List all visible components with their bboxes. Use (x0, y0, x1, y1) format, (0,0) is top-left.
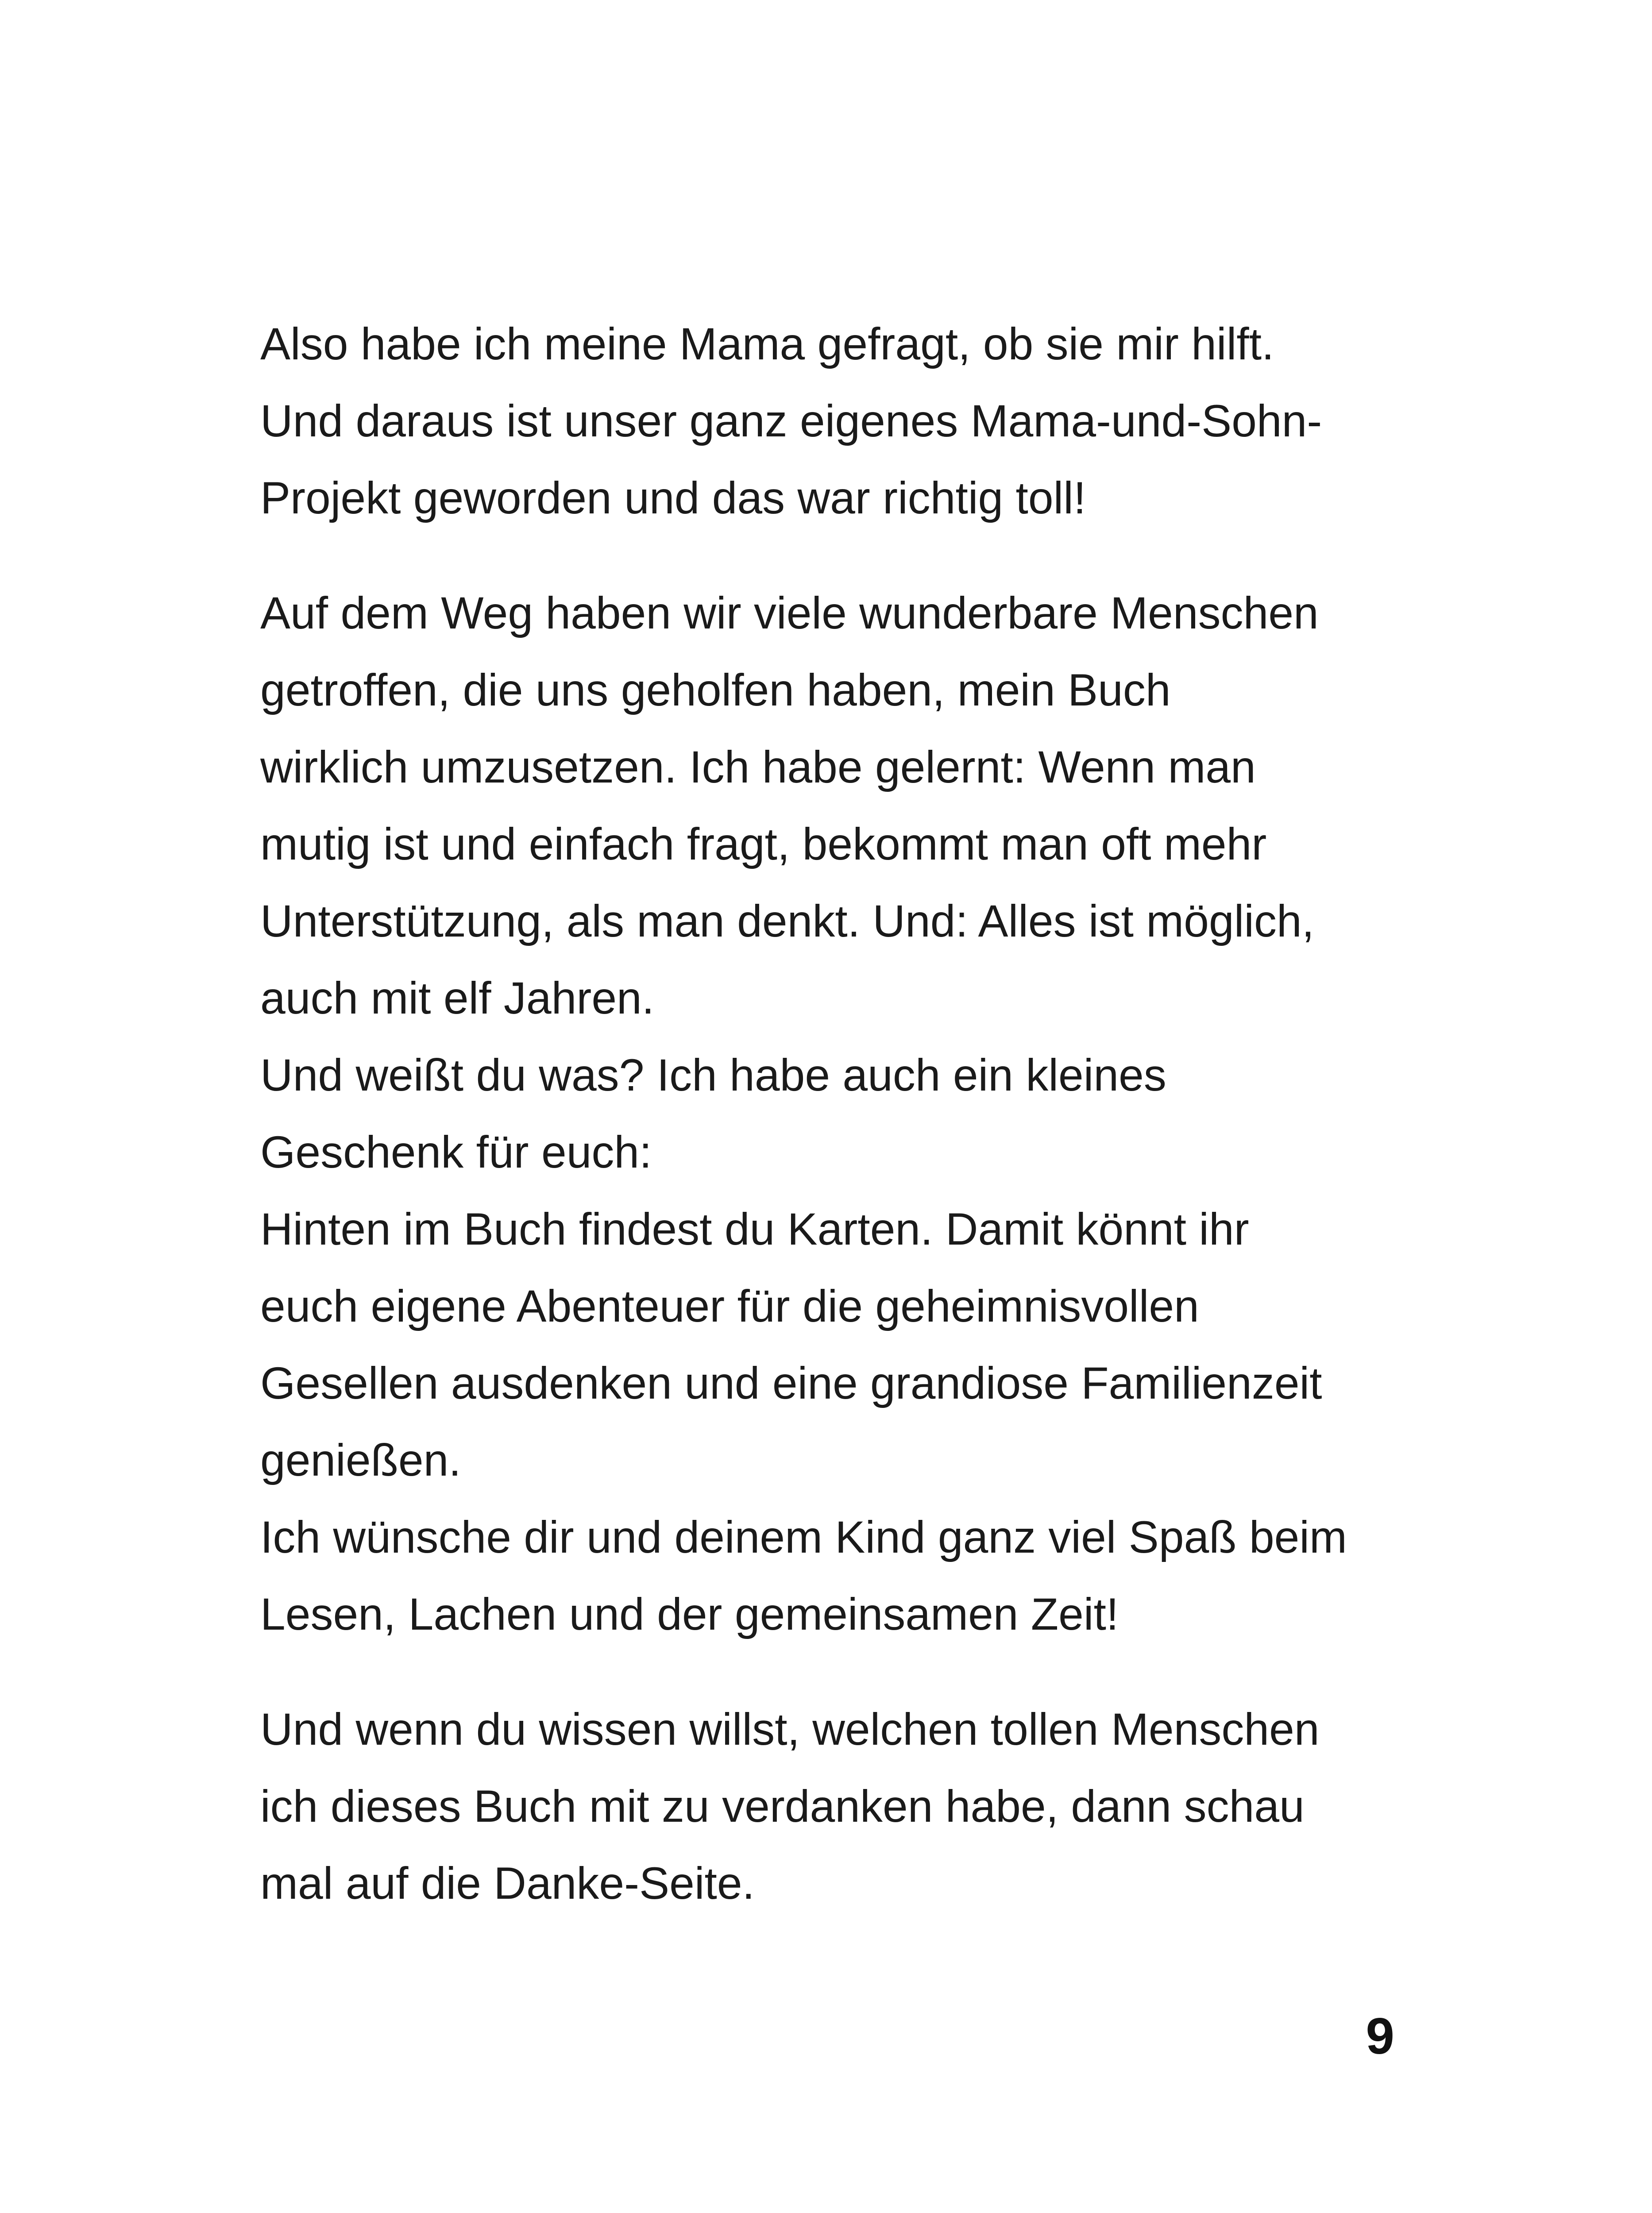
text-line: Auf dem Weg haben wir viele wunderbare Menschen (260, 588, 1319, 638)
paragraph-gap (260, 1653, 1433, 1691)
text-line: Ich wünsche dir und deinem Kind ganz viel Spaß beim (260, 1512, 1347, 1562)
text-line: ich dieses Buch mit zu verdanken habe, dann schau (260, 1781, 1305, 1831)
text-line: Projekt geworden und das war richtig toll! (260, 473, 1086, 523)
text-line: Und weißt du was? Ich habe auch ein kleines (260, 1050, 1166, 1100)
text-line: wirklich umzusetzen. Ich habe gelernt: Wenn man (260, 742, 1256, 792)
body-text (260, 305, 1433, 1922)
paragraph-1 (260, 305, 1433, 536)
text-line: mal auf die Danke-Seite. (260, 1858, 755, 1908)
text-line: Unterstützung, als man denkt. Und: Alles ist möglich, (260, 896, 1315, 946)
paragraph-3 (260, 1691, 1433, 1922)
text-line: Also habe ich meine Mama gefragt, ob sie mir hilft. (260, 319, 1274, 369)
text-line: Hinten im Buch findest du Karten. Damit könnt ihr (260, 1204, 1249, 1254)
text-line: mutig ist und einfach fragt, bekommt man oft mehr (260, 819, 1267, 869)
text-line: Gesellen ausdenken und eine grandiose Familienzeit (260, 1358, 1322, 1408)
paragraph-gap (260, 536, 1433, 574)
page-number: 9 (1366, 2007, 1394, 2065)
text-line: genießen. (260, 1435, 461, 1485)
text-line: euch eigene Abenteuer für die geheimnisvollen (260, 1281, 1199, 1331)
paragraph-2 (260, 574, 1433, 1653)
text-line: Lesen, Lachen und der gemeinsamen Zeit! (260, 1589, 1119, 1639)
text-line: Geschenk für euch: (260, 1127, 652, 1177)
text-line: Und wenn du wissen willst, welchen tollen Menschen (260, 1704, 1320, 1754)
text-line: Und daraus ist unser ganz eigenes Mama-und-Sohn- (260, 396, 1322, 446)
text-line: getroffen, die uns geholfen haben, mein Buch (260, 665, 1171, 715)
text-line: auch mit elf Jahren. (260, 973, 655, 1023)
